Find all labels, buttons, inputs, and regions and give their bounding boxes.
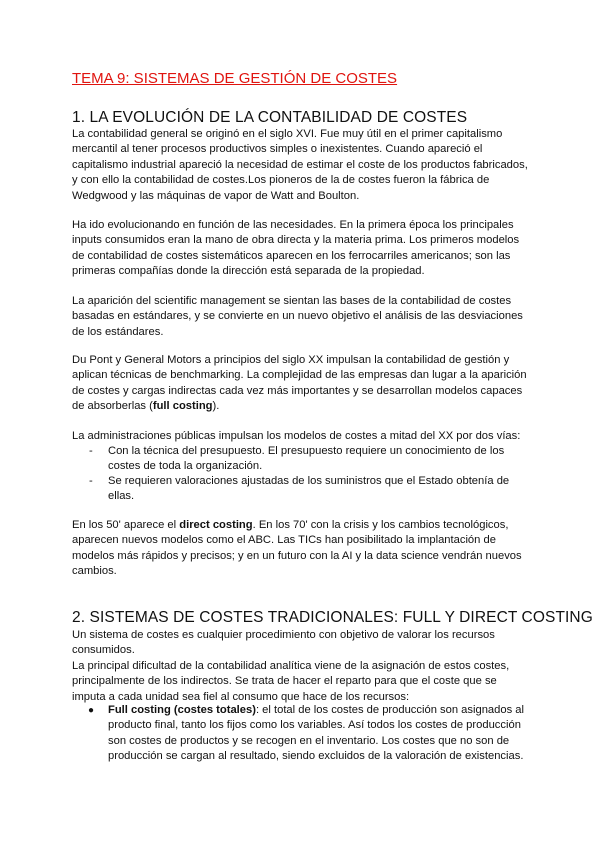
text-line: primeras compañías donde la dirección está separada de la propiedad. — [72, 265, 425, 278]
text-line: Ha ido evolucionando en función de las necesidades. En la primera época los principales — [72, 219, 514, 231]
text-line: La contabilidad general se originó en el siglo XVI. Fue muy útil en el primer capitalismo — [72, 128, 503, 140]
section-1-heading: 1. LA EVOLUCIÓN DE LA CONTABILIDAD DE COSTES — [72, 109, 468, 126]
text-line: Se requieren valoraciones ajustadas de los suministros que el Estado obtenía de — [108, 475, 510, 487]
section-2-paragraph — [72, 628, 542, 705]
text-line: La aparición del scientific management se sientan las bases de la contabilidad de costes — [72, 295, 512, 307]
text-line: Un sistema de costes es cualquier procedimiento con objetivo de valorar los recursos — [72, 629, 495, 641]
text-line: imputa a cada unidad sea fiel al consumo que hace de los recursos: — [72, 690, 410, 703]
paragraph-5 — [72, 429, 542, 444]
text-run: de absorberlas ( — [72, 400, 153, 413]
text-line: de contabilidad de costes sistemáticos aparecen en los ferrocarriles americanos; son las — [72, 249, 511, 262]
bold-term-full-costing: full costing — [152, 400, 213, 413]
text-line: cambios. — [72, 565, 117, 578]
text-line: basadas en estándares, y se convierte en un nuevo objetivo el análisis de las desviaciones — [72, 310, 523, 323]
text-line: producción se cargan al resultado, siendo excluidos de la valoración de existencias. — [108, 750, 524, 763]
text-line: modelos más rápidos y precisos; y en un futuro con la AI y la data science vendrán nuevos — [72, 549, 522, 562]
document-title: TEMA 9: SISTEMAS DE GESTIÓN DE COSTES — [72, 70, 398, 87]
text-line: La principal dificultad de la contabilidad analítica viene de la asignación de estos costes, — [72, 659, 510, 672]
bold-term-direct-costing: direct costing — [179, 519, 253, 531]
text-line: Con la técnica del presupuesto. El presupuesto requiere un conocimiento de los — [108, 445, 505, 457]
dash-marker: - — [89, 475, 93, 487]
text-line: Du Pont y General Motors a principios del siglo XX impulsan la contabilidad de gestión y — [72, 354, 510, 366]
section-2-heading: 2. SISTEMAS DE COSTES TRADICIONALES: FULL Y DIRECT COSTING — [72, 609, 593, 626]
text-line: costes de toda la organización. — [108, 460, 263, 473]
bold-term-full-costing: Full costing (costes totales) — [108, 704, 256, 716]
text-line: ellas. — [108, 490, 135, 503]
text-line: La administraciones públicas impulsan los modelos de costes a mitad del XX por dos vías: — [72, 430, 521, 442]
paragraph-4 — [72, 353, 542, 415]
text-line: capitalismo industrial apareció la necesidad de estimar el coste de los productos fabricados, — [72, 158, 528, 171]
text-line: aparecen nuevos modelos como el ABC. Las TICs han posibilitado la implantación de — [72, 534, 496, 547]
text-line: principalmente de los indirectos. Se trata de hacer el reparto para que el coste que se — [72, 675, 497, 688]
bullet-marker: ● — [88, 705, 95, 716]
text-line: y con ello la contabilidad de costes.Los pioneros de la de costes fueron la fábrica de — [72, 174, 490, 187]
text-run: . En los 70' con la crisis y los cambios tecnológicos, — [252, 519, 509, 531]
paragraph-3 — [72, 294, 542, 340]
text-run: : el total de los costes de producción son asignados al — [255, 704, 524, 716]
text-line: mercantil al tener procesos productivos simples o inexistentes. Cuando apareció el — [72, 143, 483, 156]
text-line: son costes de productos y se recogen en el inventario. Los costes que no son de — [108, 734, 510, 747]
text-line: de los estándares. — [72, 325, 164, 338]
text-line — [72, 399, 542, 414]
text-line — [72, 518, 542, 533]
text-line: inputs consumidos eran la mano de obra directa y la materia prima. Los primeros modelos — [72, 234, 520, 247]
text-run: En los 50' aparece el — [72, 519, 180, 531]
text-line: de costes y cargas indirectas cada vez más importantes y se desarrollan modelos capaces — [72, 384, 523, 397]
text-line: Wedgwood y las máquinas de vapor de Watt and Boulton. — [72, 189, 360, 202]
text-line: consumidos. — [72, 644, 135, 657]
text-line: aplican técnicas de benchmarking. La complejidad de las empresas dan lugar a la aparición — [72, 369, 527, 382]
paragraph-6 — [72, 518, 542, 580]
text-line — [108, 703, 558, 718]
text-run: ). — [212, 400, 220, 413]
text-line: producto final, tanto los fijos como los variables. Así todos los costes de producción — [108, 719, 521, 732]
paragraph-2 — [72, 218, 542, 280]
dash-marker: - — [89, 445, 93, 457]
paragraph-1 — [72, 127, 542, 204]
